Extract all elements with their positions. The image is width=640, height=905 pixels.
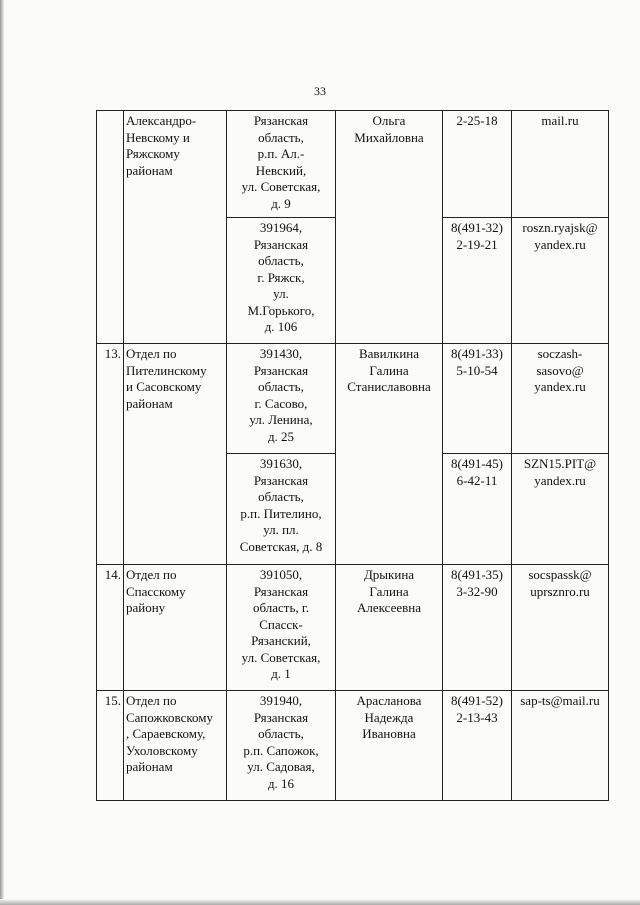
office-email: roszn.ryajsk@ yandex.ru xyxy=(512,218,609,344)
table-row xyxy=(97,565,609,691)
office-email: mail.ru xyxy=(512,111,609,218)
office-address: Рязанская область, р.п. Ал.- Невский, ул. Советская, д. 9 xyxy=(227,111,336,218)
department-name: Отдел по Сапожковскому , Сараевскому, Ухоловскому районам xyxy=(124,691,227,801)
office-address: 391050, Рязанская область, г. Спасск- Рязанский, ул. Советская, д. 1 xyxy=(227,565,336,691)
office-address: 391964, Рязанская область, г. Ряжск, ул. М.Горького, д. 106 xyxy=(227,218,336,344)
head-name: Ольга Михайловна xyxy=(336,111,443,344)
office-email: SZN15.PIT@ yandex.ru xyxy=(512,454,609,565)
table-row xyxy=(97,344,609,454)
office-phone: 8(491-52) 2-13-43 xyxy=(443,691,512,801)
department-name: Отдел по Пителинскому и Сасовскому районам xyxy=(124,344,227,565)
office-phone: 8(491-33) 5-10-54 xyxy=(443,344,512,454)
head-name: Дрыкина Галина Алексеевна xyxy=(336,565,443,691)
office-address: 391430, Рязанская область, г. Сасово, ул. Ленина, д. 25 xyxy=(227,344,336,454)
table-row xyxy=(97,111,609,218)
row-number: 14. xyxy=(97,565,124,691)
department-name: Александро- Невскому и Ряжскому районам xyxy=(124,111,227,344)
office-address: 391940, Рязанская область, р.п. Сапожок, ул. Садовая, д. 16 xyxy=(227,691,336,801)
office-phone: 8(491-45) 6-42-11 xyxy=(443,454,512,565)
office-email: sap-ts@mail.ru xyxy=(512,691,609,801)
office-phone: 8(491-35) 3-32-90 xyxy=(443,565,512,691)
row-number: 13. xyxy=(97,344,124,565)
table-row xyxy=(97,691,609,801)
office-address: 391630, Рязанская область, р.п. Пителино, ул. пл. Советская, д. 8 xyxy=(227,454,336,565)
office-phone: 2-25-18 xyxy=(443,111,512,218)
head-name: Арасланова Надежда Ивановна xyxy=(336,691,443,801)
scan-left-edge xyxy=(0,0,4,905)
department-name: Отдел по Спасскому району xyxy=(124,565,227,691)
office-email: soczash-sasovo@ yandex.ru xyxy=(512,344,609,454)
row-number xyxy=(97,111,124,344)
scan-bottom-edge xyxy=(0,899,640,905)
office-phone: 8(491-32) 2-19-21 xyxy=(443,218,512,344)
page-number: 33 xyxy=(314,84,326,98)
head-name: Вавилкина Галина Станиславовна xyxy=(336,344,443,565)
departments-table xyxy=(96,110,609,801)
row-number: 15. xyxy=(97,691,124,801)
office-email: socspassk@ uprsznro.ru xyxy=(512,565,609,691)
